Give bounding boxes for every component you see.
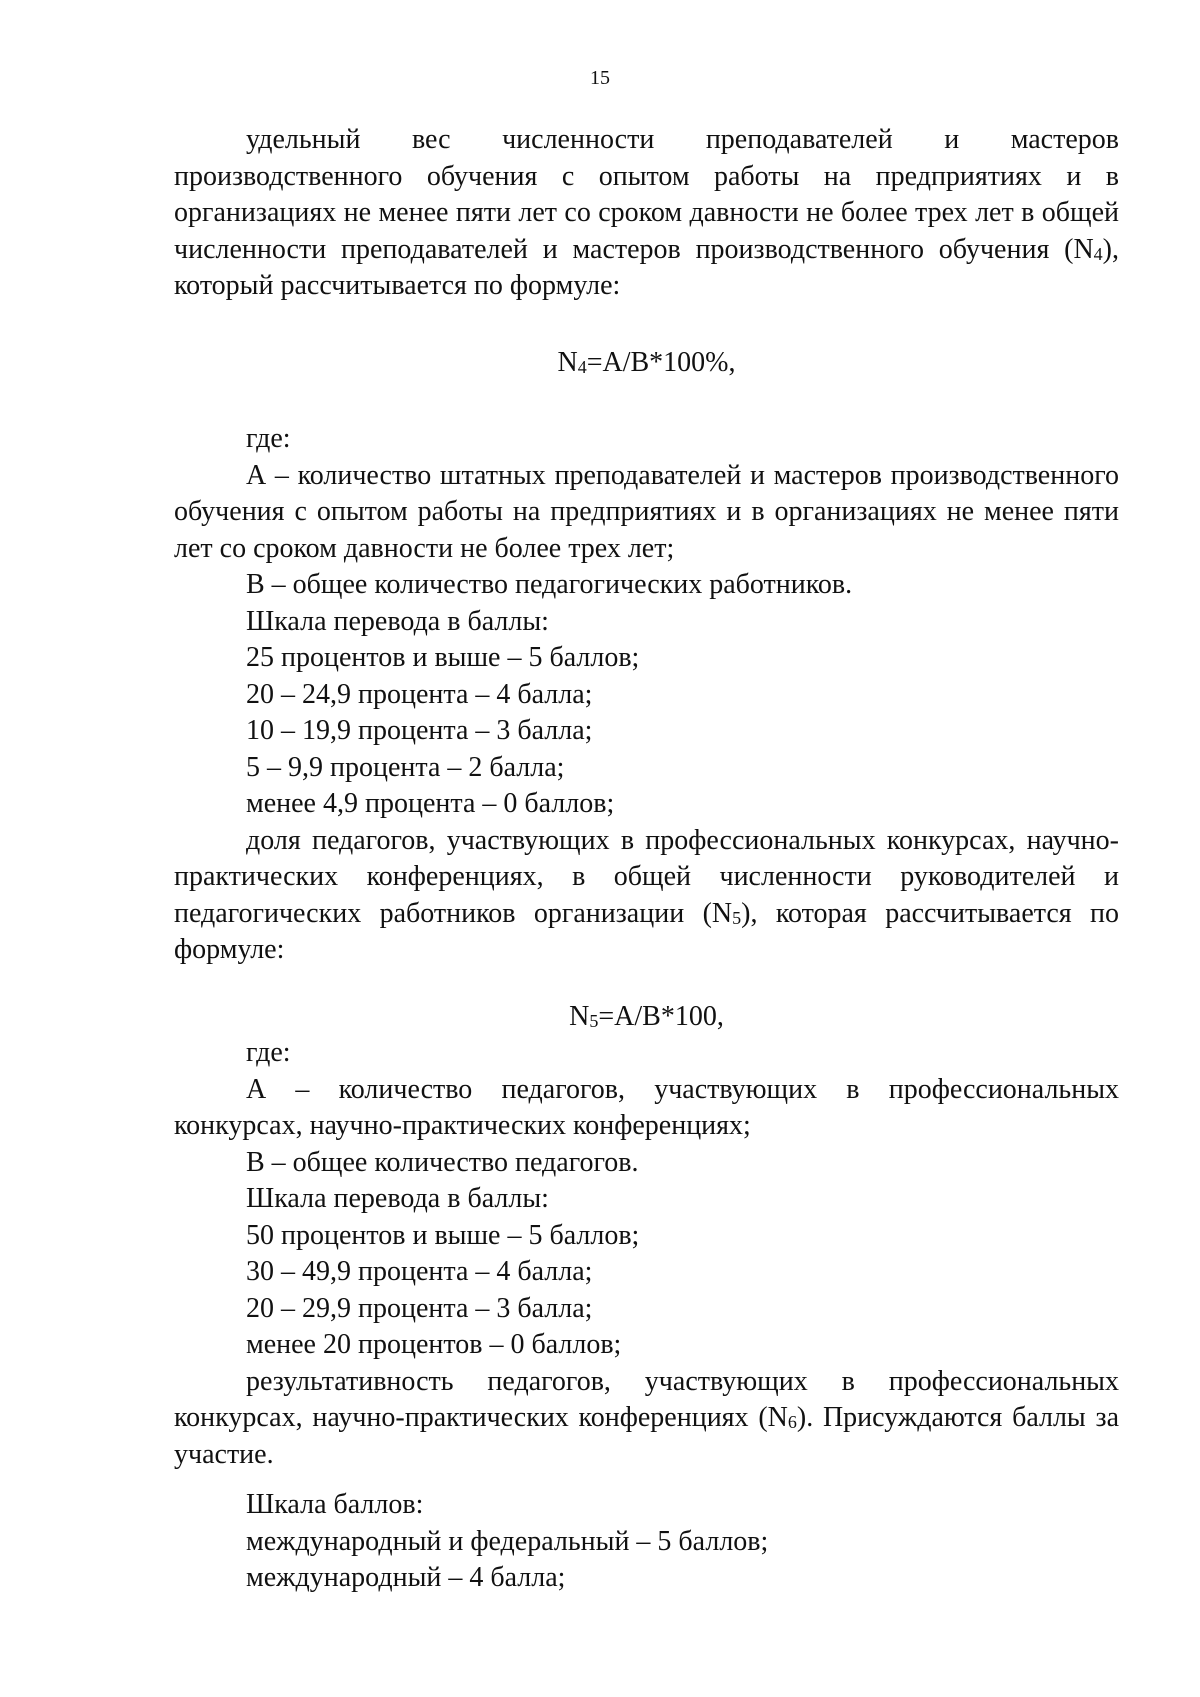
scale-item: 25 процентов и выше – 5 баллов; (246, 642, 640, 673)
definition-b: В – общее количество педагогов. (246, 1146, 639, 1178)
scale-item: 20 – 29,9 процента – 3 балла; (246, 1292, 593, 1324)
scale-item: международный – 4 балла; (246, 1562, 566, 1593)
definition-b: В – общее количество педагогических работников. (246, 569, 853, 600)
n6-subscript: 6 (787, 1412, 797, 1432)
n4-intro-end: ), который рассчитывается по формуле: (174, 233, 1119, 301)
n5-intro-text: доля педагогов, участвующих в профессиональных конкурсах, научно-практических конференциях, в общей численности руководителей и педагогических работников организации (N (174, 824, 1119, 929)
formula-n5-symbol: N (569, 1000, 590, 1032)
scale-item: 10 – 19,9 процента – 3 балла; (246, 715, 593, 746)
formula-n4-expression: =A/B*100%, (586, 346, 736, 378)
where-label: где: (246, 1037, 291, 1068)
n6-intro-text: результативность педагогов, участвующих в профессиональных конкурсах, научно-практических конференциях (N (174, 1365, 1119, 1433)
paragraph-n6-intro (174, 1364, 1119, 1474)
definition-a: А – количество педагогов, участвующих в профессиональных конкурсах, научно-практических конференциях; (174, 1073, 1119, 1141)
scale-item: менее 20 процентов – 0 баллов; (246, 1329, 622, 1360)
document-body (174, 122, 1119, 1597)
scale-item: 20 – 24,9 процента – 4 балла; (246, 678, 593, 710)
n4-subscript: 4 (1093, 243, 1103, 264)
n5-subscript: 5 (732, 907, 742, 928)
page-number: 15 (590, 67, 610, 89)
scale-title: Шкала перевода в баллы: (246, 1183, 549, 1214)
scale-title: Шкала баллов: (246, 1489, 424, 1520)
n4-intro-text: удельный вес численности преподавателей и мастеров производственного обучения с опытом работы на предприятиях и в организациях не менее пяти лет со сроком давности не более трех лет в общей численности преподавателей и мастеров производственного обучения (N (174, 124, 1119, 265)
scale-item: международный и федеральный – 5 баллов; (246, 1525, 769, 1557)
n5-intro-end: ), которая рассчитывается по формуле: (174, 897, 1119, 965)
scale-item: менее 4,9 процента – 0 баллов; (246, 788, 615, 819)
paragraph-n5-intro (174, 823, 1119, 969)
formula-n4-subscript: 4 (577, 356, 587, 377)
formula-n4-symbol: N (557, 346, 578, 378)
formula-n5-expression: =A/B*100, (598, 1000, 724, 1032)
formula-n5 (174, 999, 1119, 1036)
scale-title: Шкала перевода в баллы: (246, 605, 549, 637)
definition-a: А – количество штатных преподавателей и мастеров производственного обучения с опытом работы на предприятиях и в организациях не менее пяти лет со сроком давности не более трех лет; (174, 459, 1119, 564)
scale-item: 50 процентов и выше – 5 баллов; (246, 1219, 640, 1251)
formula-n5-subscript: 5 (589, 1010, 599, 1031)
scale-item: 5 – 9,9 процента – 2 балла; (246, 751, 565, 783)
paragraph-n4-intro (174, 122, 1119, 305)
formula-n4 (174, 345, 1119, 382)
scale-item: 30 – 49,9 процента – 4 балла; (246, 1256, 593, 1287)
where-label: где: (246, 423, 291, 454)
n6-intro-end: ). Присуждаются баллы за участие. (174, 1402, 1119, 1470)
